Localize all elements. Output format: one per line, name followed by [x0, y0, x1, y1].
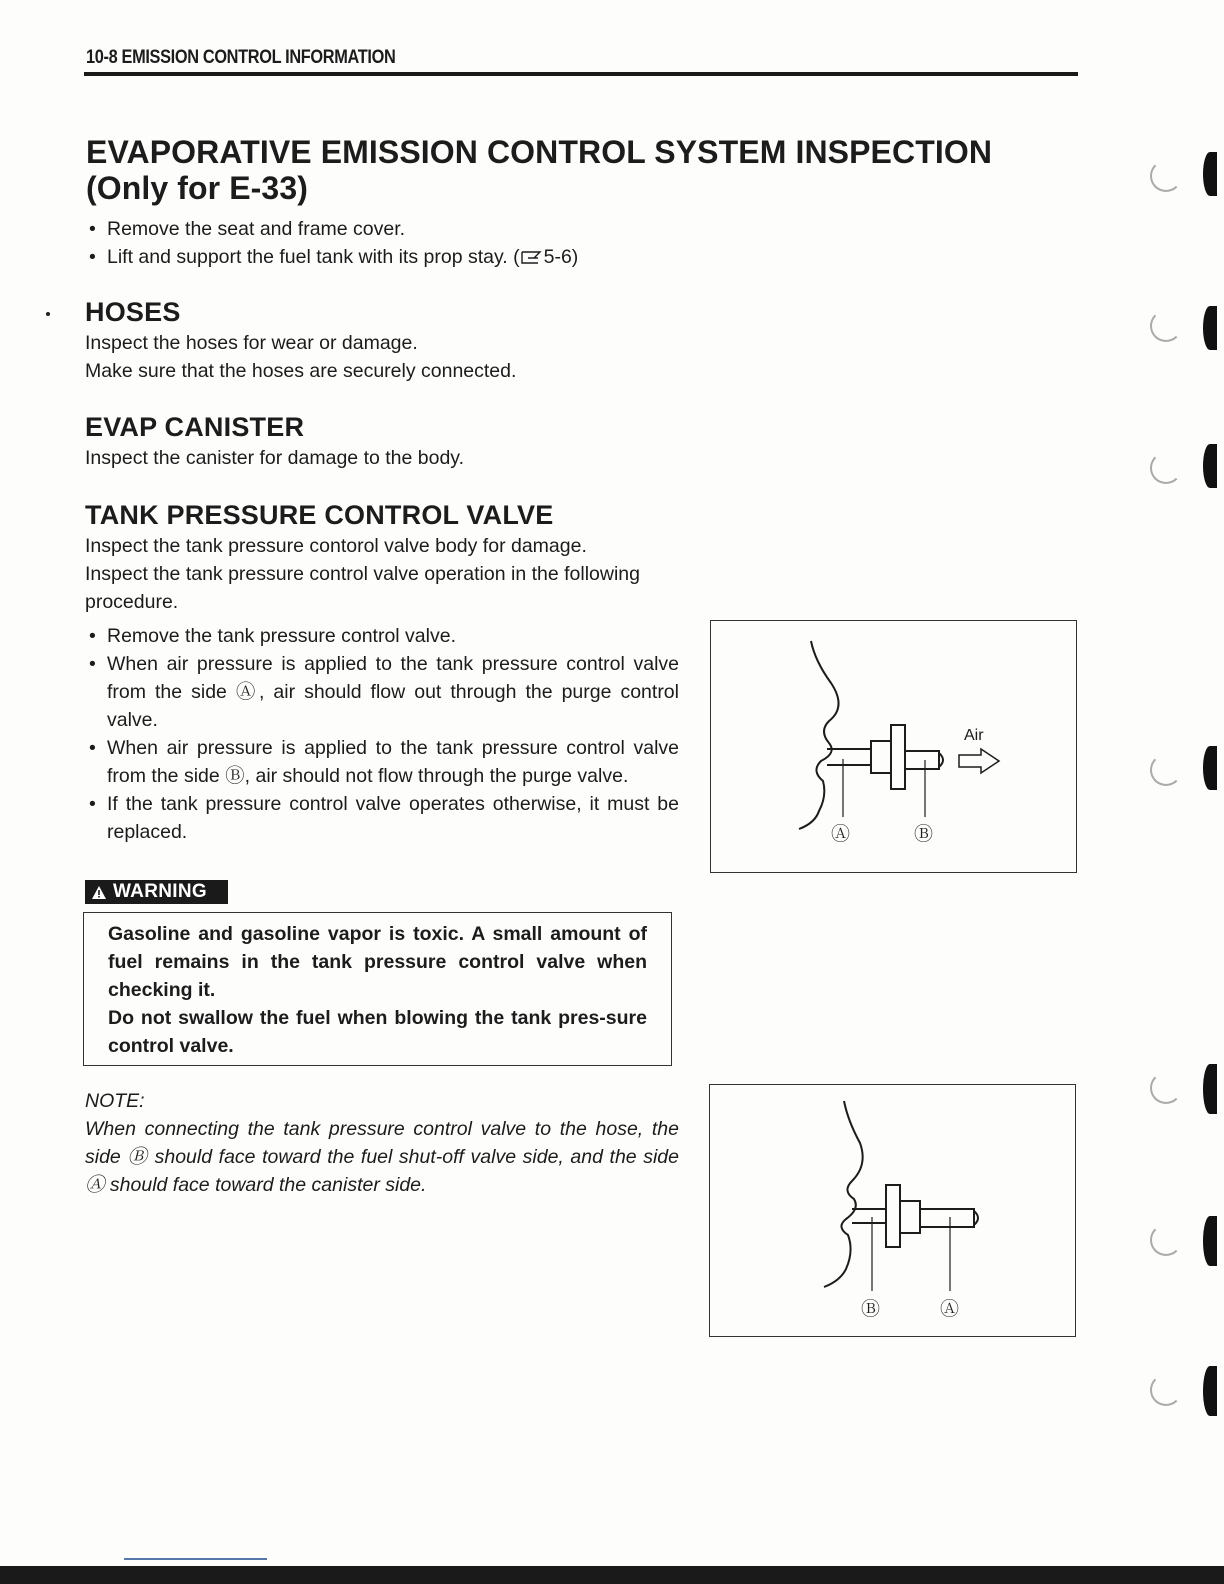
figure-valve-air-flow	[710, 620, 1077, 873]
figure-valve-orientation	[709, 1084, 1076, 1337]
note-text: When connecting the tank pressure control valve to the hose, the side Ⓑ should face toward the fuel shut-off valve side, and the side Ⓐ should face toward the canister side.	[85, 1118, 679, 1196]
list-item: • When air pressure is applied to the tank pressure control valve from the side Ⓑ, air should not flow through the purge valve.	[85, 734, 679, 790]
warning-text: Do not swallow the fuel when blowing the tank pres-sure control valve.	[108, 1007, 647, 1057]
canister-text: Inspect the canister for damage to the body.	[85, 447, 465, 469]
list-item-text: Lift and support the fuel tank with its prop stay. (	[107, 246, 520, 268]
valve-procedure-list	[85, 622, 679, 846]
page-title	[86, 134, 992, 206]
hoses-line: Inspect the hoses for wear or damage.	[85, 332, 418, 354]
section-title-canister: EVAP CANISTER	[85, 412, 305, 442]
warning-text: Gasoline and gasoline vapor is toxic. A small amount of fuel remains in the tank pressure control valve when checking it.	[108, 923, 647, 1001]
label-a: Ⓐ	[831, 824, 851, 845]
list-item	[85, 243, 685, 271]
warning-label-text: WARNING	[113, 881, 207, 902]
scan-bottom-edge	[0, 1566, 1224, 1584]
section-title-hoses: HOSES	[85, 297, 181, 327]
air-label: Air	[964, 727, 984, 744]
label-b: Ⓑ	[861, 1299, 881, 1320]
reference-arrow-icon	[520, 249, 544, 265]
page-title-line1: EVAPORATIVE EMISSION CONTROL SYSTEM INSPECTION	[86, 134, 993, 170]
label-b: Ⓑ	[914, 824, 934, 845]
hoses-line: Make sure that the hoses are securely connected.	[85, 360, 517, 382]
scan-edge-line	[124, 1558, 267, 1560]
margin-dot	[46, 312, 50, 316]
list-item: • When air pressure is applied to the tank pressure control valve from the side Ⓐ, air should flow out through the purge control valve.	[85, 650, 679, 734]
header-rule	[84, 72, 1078, 76]
list-item: • If the tank pressure control valve operates otherwise, it must be replaced.	[85, 790, 679, 846]
valve-diagram	[711, 621, 1075, 871]
valve-para: Inspect the tank pressure contorol valve body for damage.	[85, 535, 587, 557]
hoses-text	[85, 329, 685, 385]
intro-list	[85, 215, 685, 271]
warning-label	[85, 880, 228, 904]
note-label: NOTE:	[85, 1090, 145, 1112]
section-title-valve: TANK PRESSURE CONTROL VALVE	[85, 500, 554, 530]
warning-box	[83, 912, 672, 1066]
note	[85, 1087, 679, 1199]
label-a: Ⓐ	[940, 1299, 960, 1320]
warning-triangle-icon	[91, 885, 107, 900]
list-item-ref: 5-6)	[543, 246, 579, 268]
list-item: • Remove the seat and frame cover.	[85, 215, 685, 243]
page-header: 10-8 EMISSION CONTROL INFORMATION	[86, 47, 396, 68]
valve-diagram	[710, 1085, 1074, 1335]
valve-intro	[85, 532, 679, 616]
page-title-line2: (Only for E-33)	[86, 170, 308, 206]
list-item: • Remove the tank pressure control valve.	[85, 622, 679, 650]
valve-para: Inspect the tank pressure control valve operation in the following procedure.	[85, 563, 640, 613]
